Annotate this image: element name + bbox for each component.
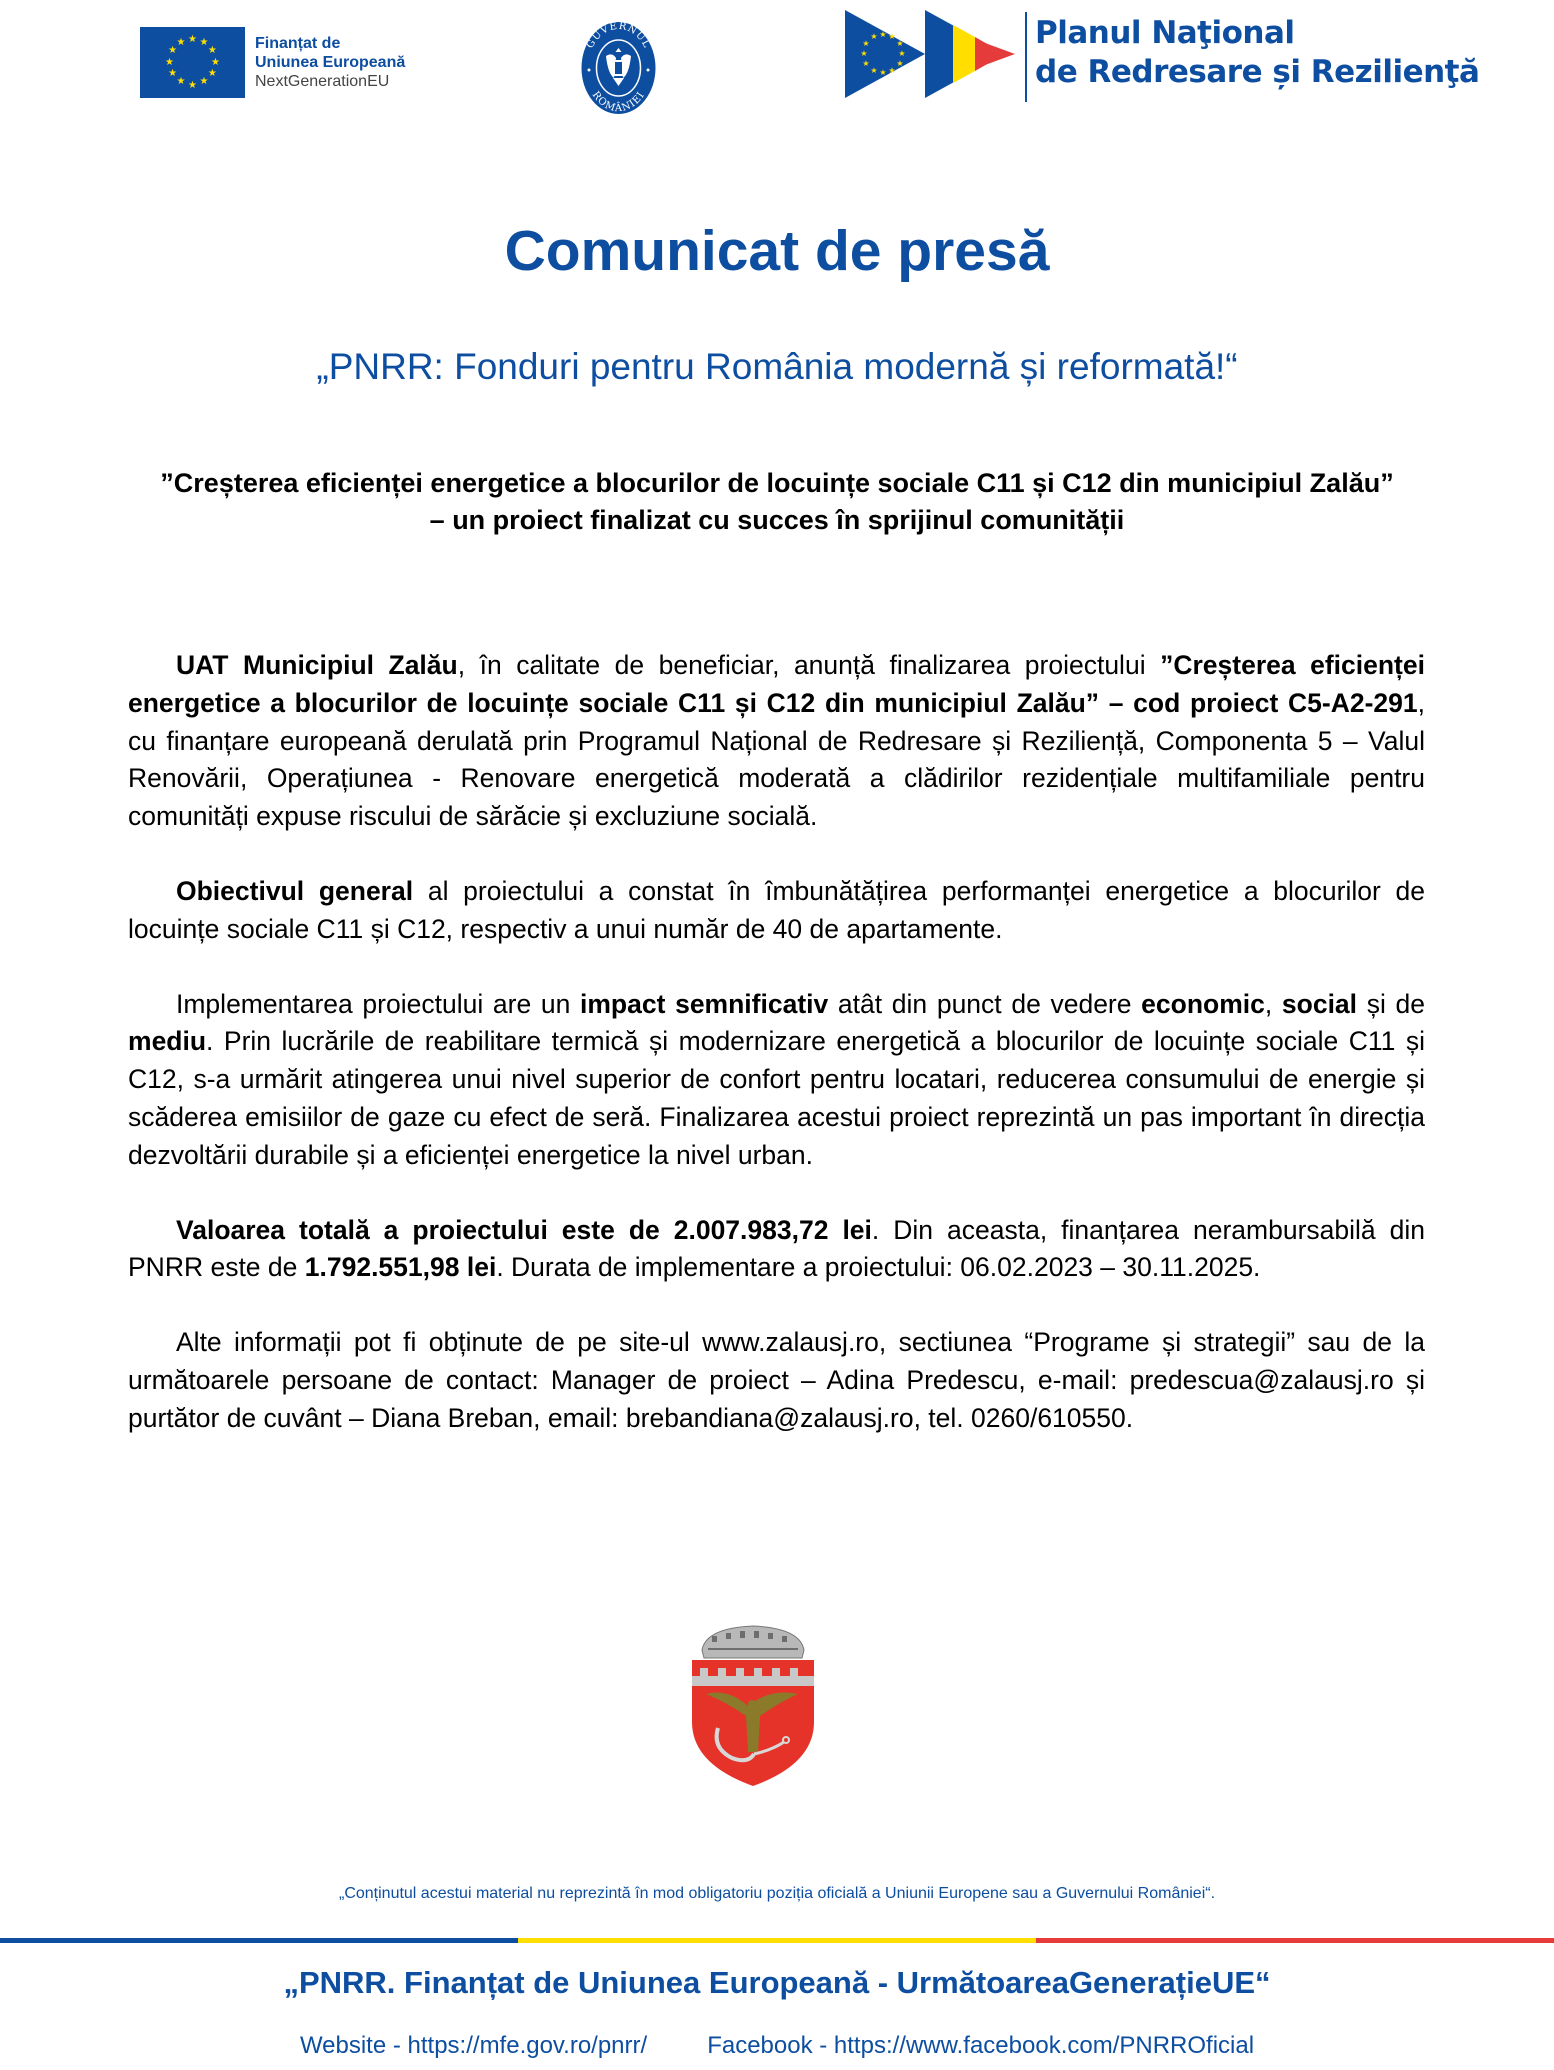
eu-funding-logo bbox=[140, 27, 405, 98]
eu-logo-line3: NextGenerationEU bbox=[255, 73, 390, 90]
text-span: . Prin lucrările de reabilitare termică și modernizare energetică a blocurilor de locuințe sociale C11 și C12, s-a urmărit atingerea unui nivel superior de confort pentru locatari, reducerea consumului de energie și scăderea emisiilor de gaze cu efect de seră. Finalizarea acestui proiect reprezintă un pas important în direcția dezvoltării durabile și a eficienței energetice la nivel urban. bbox=[128, 1026, 1425, 1170]
svg-text:★: ★ bbox=[870, 66, 878, 75]
website-link[interactable]: Website - https://mfe.gov.ro/pnrr/ bbox=[299, 2032, 648, 2059]
guvernul-romaniei-seal-icon bbox=[580, 20, 657, 116]
social-label: social bbox=[1281, 988, 1358, 1019]
eu-star-icon: ★ bbox=[188, 33, 197, 45]
eu-logo-line1: Finanțat de bbox=[255, 35, 341, 52]
spacer bbox=[647, 2032, 707, 2060]
total-value-statement: Valoarea totală a proiectului este de 2.007.983,72 lei bbox=[176, 1214, 872, 1245]
eu-star-icon: ★ bbox=[165, 56, 174, 68]
svg-text:★: ★ bbox=[879, 68, 887, 77]
pnrr-funding-value: 1.792.551,98 lei bbox=[304, 1252, 497, 1283]
text-span: . Din aceasta, finanțarea nerambursabilă din PNRR este de bbox=[128, 1214, 1426, 1283]
paragraph-intro bbox=[128, 647, 1425, 836]
eu-star-icon: ★ bbox=[168, 45, 178, 56]
svg-text:★: ★ bbox=[862, 59, 870, 68]
eu-star-icon: ★ bbox=[188, 79, 197, 91]
zalau-coat-of-arms-icon bbox=[688, 1618, 818, 1788]
text-span: atât din punct de vedere bbox=[828, 988, 1142, 1019]
pnrr-logo-line1: Planul Naţional bbox=[1035, 15, 1295, 51]
press-release-body bbox=[128, 647, 1425, 1438]
impact-label: impact semnificativ bbox=[580, 988, 829, 1019]
eu-logo-line2: Uniunea Europeană bbox=[255, 54, 406, 71]
text-span: , în calitate de beneficiar, anunță finalizarea proiectului bbox=[457, 650, 1161, 680]
text-span: . Durata de implementare a proiectului: 06.02.2023 – 30.11.2025. bbox=[496, 1252, 1261, 1283]
divider-blue bbox=[0, 1938, 518, 1943]
text-span: Implementarea proiectului are un bbox=[176, 988, 580, 1019]
paragraph-impact bbox=[128, 986, 1425, 1175]
eu-star-icon: ★ bbox=[199, 76, 209, 88]
pnrr-logo-line2: de Redresare și Rezilienţă bbox=[1035, 54, 1480, 90]
headline: ”Creșterea eficienței energetice a blocurilor de locuințe sociale C11 și C12 din municipiul Zalău” – un proiect finalizat cu succes în sprijinul comunității bbox=[160, 468, 1394, 535]
slogan: „PNRR: Fonduri pentru România modernă și reformată!“ bbox=[316, 346, 1238, 387]
eu-star-icon: ★ bbox=[168, 68, 178, 79]
text-span: și de bbox=[1357, 988, 1425, 1019]
seal-text-bottom: ROMÂNIEI bbox=[589, 89, 648, 115]
eu-star-icon: ★ bbox=[211, 56, 220, 68]
svg-text:★: ★ bbox=[896, 39, 904, 48]
svg-text:★: ★ bbox=[879, 30, 887, 39]
page-title: Comunicat de presă bbox=[504, 219, 1050, 283]
svg-text:★: ★ bbox=[888, 66, 896, 75]
eu-star-icon: ★ bbox=[176, 36, 186, 48]
divider-red bbox=[1036, 1938, 1554, 1943]
paragraph-value bbox=[128, 1212, 1425, 1288]
pnrr-logo-text bbox=[1035, 14, 1479, 92]
seal-text-top: GUVERNUL bbox=[584, 20, 653, 51]
eu-flag-icon bbox=[140, 27, 245, 98]
svg-text:★: ★ bbox=[888, 32, 896, 41]
eu-star-icon: ★ bbox=[207, 45, 217, 56]
objective-label: Obiectivul general bbox=[176, 875, 414, 906]
environment-label: mediu bbox=[128, 1026, 207, 1057]
svg-text:★: ★ bbox=[870, 32, 878, 41]
paragraph-objective bbox=[128, 873, 1425, 949]
text-span: al proiectului a constat în îmbunătățirea performanței energetice a blocurilor de locuințe sociale C11 și C12, respectiv a unui număr de 40 de apartamente. bbox=[128, 875, 1426, 944]
facebook-link[interactable]: Facebook - https://www.facebook.com/PNRROficial bbox=[707, 2032, 1255, 2059]
text-span: , bbox=[1264, 988, 1282, 1019]
economic-label: economic bbox=[1141, 988, 1265, 1019]
svg-text:★: ★ bbox=[896, 59, 904, 68]
svg-text:★: ★ bbox=[862, 39, 870, 48]
tricolor-divider bbox=[0, 1938, 1554, 1943]
eu-star-icon: ★ bbox=[207, 68, 217, 79]
footer-links bbox=[0, 2032, 1554, 2060]
eu-star-icon: ★ bbox=[199, 36, 209, 48]
pnrr-logo bbox=[845, 6, 1479, 102]
divider-yellow bbox=[518, 1938, 1036, 1943]
svg-text:★: ★ bbox=[860, 49, 868, 58]
svg-text:★: ★ bbox=[898, 49, 906, 58]
eu-logo-text bbox=[255, 34, 405, 91]
text-span: , cu finanțare europeană derulată prin Programul Național de Redresare și Reziliență, Componenta 5 – Valul Renovării, Operațiunea - Renovare energetică moderată a clădirilor rezidențiale multifamiliale pentru comunități expuse riscului de sărăcie și excluziune socială. bbox=[128, 687, 1425, 832]
pnrr-divider bbox=[1025, 12, 1027, 102]
paragraph-contact: Alte informații pot fi obținute de pe site-ul www.zalausj.ro, sectiunea “Programe și strategii” sau de la următoarele persoane de contact: Manager de proiect – Adina Predescu, e-mail: predescua@zalausj.ro și purtător de cuvânt – Diana Breban, email: brebandiana@zalausj.ro, tel. 0260/610550. bbox=[128, 1327, 1425, 1433]
footer-slogan: „PNRR. Finanțat de Uniunea Europeană - UrmătoareaGenerațieUE“ bbox=[283, 1965, 1271, 2000]
disclaimer: „Conținutul acestui material nu reprezintă în mod obligatoriu poziția oficială a Uniunii Europene sau a Guvernului României“. bbox=[338, 1885, 1216, 1902]
eu-star-icon: ★ bbox=[176, 76, 186, 88]
project-title-code: ”Creșterea eficienței energetice a blocurilor de locuințe sociale C11 și C12 din municipiul Zalău” – cod proiect C5-A2-291 bbox=[128, 650, 1425, 718]
pnrr-arrows-icon bbox=[845, 6, 1015, 102]
beneficiary-name: UAT Municipiul Zalău bbox=[176, 650, 458, 680]
